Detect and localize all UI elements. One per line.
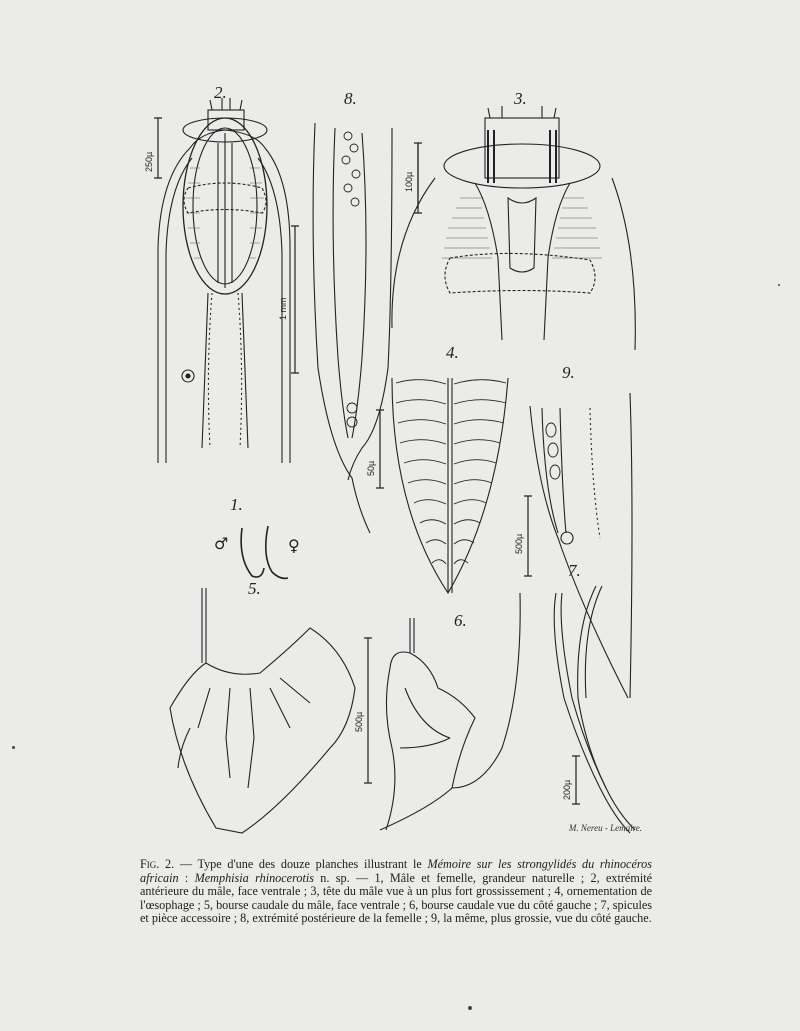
- figure-number-6: 6.: [454, 611, 467, 630]
- figure-number-4: 4.: [446, 343, 459, 362]
- figure-3-drawing: [392, 106, 635, 350]
- caption-text-3: n. sp. — 1, Mâle et femelle, grandeur naturelle ; 2, extrémité antérieure du mâle, face ventrale ; 3, tête du mâle vue à un plus fort grossissement ; 4, ornementation de l'œsophage ; 5, bourse caudale du mâle, face ventrale ; 6, bourse caudale vue du côté gauche ; 7, spicules et pièce accessoire ; 8, extrémité postérieure de la femelle ; 9, la même, plus grossie, vue du côté gauche.: [140, 870, 653, 926]
- scale-label-fig8: 100µ: [404, 171, 414, 192]
- plate-drawings: [130, 88, 670, 848]
- scale-label-fig4: 50µ: [366, 460, 376, 476]
- figure-6-drawing: [380, 593, 520, 830]
- figure-number-1: 1.: [230, 495, 243, 514]
- page-speck: [12, 746, 15, 749]
- scale-label-fig9: 500µ: [514, 533, 524, 554]
- scale-bars-fig5: [364, 638, 372, 783]
- scale-label-fig7: 200µ: [562, 779, 572, 800]
- figure-number-9: 9.: [562, 363, 575, 382]
- figure-number-5: 5.: [248, 579, 261, 598]
- caption-memoir-title: Mémoire sur les strongylidés du rhinocéros africain: [140, 857, 652, 885]
- female-symbol: ♀: [288, 536, 300, 555]
- illustration-plate: [130, 83, 670, 848]
- figure-1-drawing: [241, 526, 288, 578]
- caption-text-1: — Type d'une des douze planches illustrant le: [174, 857, 428, 871]
- figure-number-7: 7.: [568, 561, 581, 580]
- figure-5-drawing: [170, 588, 355, 833]
- scale-bars-left: [154, 118, 299, 373]
- figure-caption: [140, 858, 652, 926]
- figure-number-2: 2.: [214, 83, 227, 102]
- page-speck: [468, 1006, 472, 1010]
- page-speck: [778, 284, 780, 286]
- male-symbol: ♂: [214, 534, 229, 553]
- figure-9-drawing: [530, 393, 632, 698]
- caption-species-name: Memphisia rhinocerotis: [194, 870, 314, 885]
- scale-label-mm: 1 mm: [278, 297, 288, 320]
- figure-4-drawing: [392, 378, 508, 593]
- scale-bars-fig4: [376, 410, 384, 488]
- scale-bars-fig9: [524, 496, 532, 576]
- scale-label-fig5: 500µ: [354, 711, 364, 732]
- figure-2-drawing: [158, 98, 290, 463]
- scale-label-fig2: 250µ: [144, 151, 154, 172]
- artist-signature: M. Nereu - Lemaire.: [568, 823, 642, 833]
- caption-text-2: :: [178, 870, 195, 885]
- figure-number-8: 8.: [344, 89, 357, 108]
- figure-number-3: 3.: [514, 89, 527, 108]
- scale-bars-fig7: [572, 756, 580, 804]
- caption-figure-label: Fig. 2.: [140, 857, 175, 871]
